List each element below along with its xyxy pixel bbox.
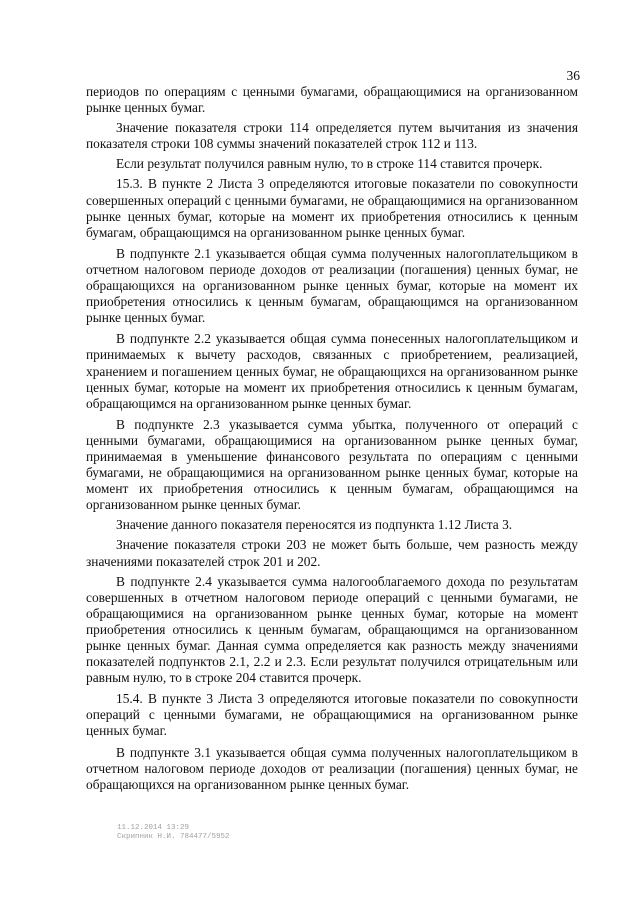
page-body	[86, 84, 578, 797]
paragraph-line-114-zero: Если результат получился равным нулю, то в строке 114 ставится прочерк.	[116, 156, 543, 172]
paragraph-subitem-2-1: В подпункте 2.1 указывается общая сумма полученных налогоплательщиком в отчетном налоговом периоде доходов от реализации (погашения) ценных бумаг, не обращающихся на организованном рынке ценных бумаг, которые на момент их приобретения относились к ценным бумагам, обращающимся на организованном рынке ценных бумаг.	[86, 245, 578, 326]
paragraph-subitem-2-3: В подпункте 2.3 указывается сумма убытка, полученного от операций с ценными бумагами, обращающимися на организованном рынке ценных бумаг, принимаемая в уменьшение финансового результата по операциям с ценными бумагами, не обращающимися на организованном рынке ценных бумаг, которые на момент их приобретения относились к ценным бумагам, обращающимся на организованном рынке ценных бумаг.	[86, 416, 578, 513]
document-stamp	[117, 824, 230, 842]
paragraph-line-203-limit: Значение показателя строки 203 не может быть больше, чем разность между значениями показателей строк 201 и 202.	[86, 537, 578, 569]
paragraph-subitem-2-2: В подпункте 2.2 указывается общая сумма понесенных налогоплательщиком и принимаемых к вычету расходов, связанных с приобретением, реализацией, хранением и погашением ценных бумаг, не обращающихся на организованном рынке ценных бумаг, которые на момент их приобретения относились к ценным бумагам, обращающимся на организованном рынке ценных бумаг.	[86, 331, 578, 411]
stamp-author: Скрипник Н.И. 784477/5952	[117, 833, 230, 841]
paragraph-line-114-value: Значение показателя строки 114 определяется путем вычитания из значения показателя строки 108 суммы значений показателей строк 112 и 113.	[86, 120, 578, 152]
paragraph-continuation: периодов по операциям с ценными бумагами, обращающимися на организованном рынке ценных бумаг.	[86, 84, 578, 116]
paragraph-subitem-2-4: В подпункте 2.4 указывается сумма налогооблагаемого дохода по результатам совершенных в отчетном налоговом периоде операций с ценными бумагами, не обращающимися на организованном рынке ценных бумаг, которые на момент приобретения относились к ценным бумагам, обращающимся на организованном рынке ценных бумаг. Данная сумма определяется как разность между значениями показателей подпунктов 2.1, 2.2 и 2.3. Если результат получился отрицательным или равным нулю, то в строке 204 ставится прочерк.	[86, 573, 578, 686]
page-number: 36	[566, 68, 580, 83]
paragraph-value-transfer: Значение данного показателя переносятся из подпункта 1.12 Листа 3.	[116, 517, 513, 533]
stamp-date: 11.12.2014 13:29	[117, 824, 190, 832]
paragraph-section-15-4: 15.4. В пункте 3 Листа 3 определяются итоговые показатели по совокупности операций с ценными бумагами, не обращающимися на организованном рынке ценных бумаг.	[86, 691, 578, 739]
paragraph-section-15-3: 15.3. В пункте 2 Листа 3 определяются итоговые показатели по совокупности совершенных операций с ценными бумагами, не обращающимися на организованном рынке ценных бумаг, которые на момент их приобретения относились к ценным бумагам, обращающимся на организованном рынке ценных бумаг.	[86, 176, 578, 240]
paragraph-subitem-3-1: В подпункте 3.1 указывается общая сумма полученных налогоплательщиком в отчетном налоговом периоде доходов от реализации (погашения) ценных бумаг, не обращающихся на организованном рынке ценных бумаг.	[86, 744, 578, 792]
